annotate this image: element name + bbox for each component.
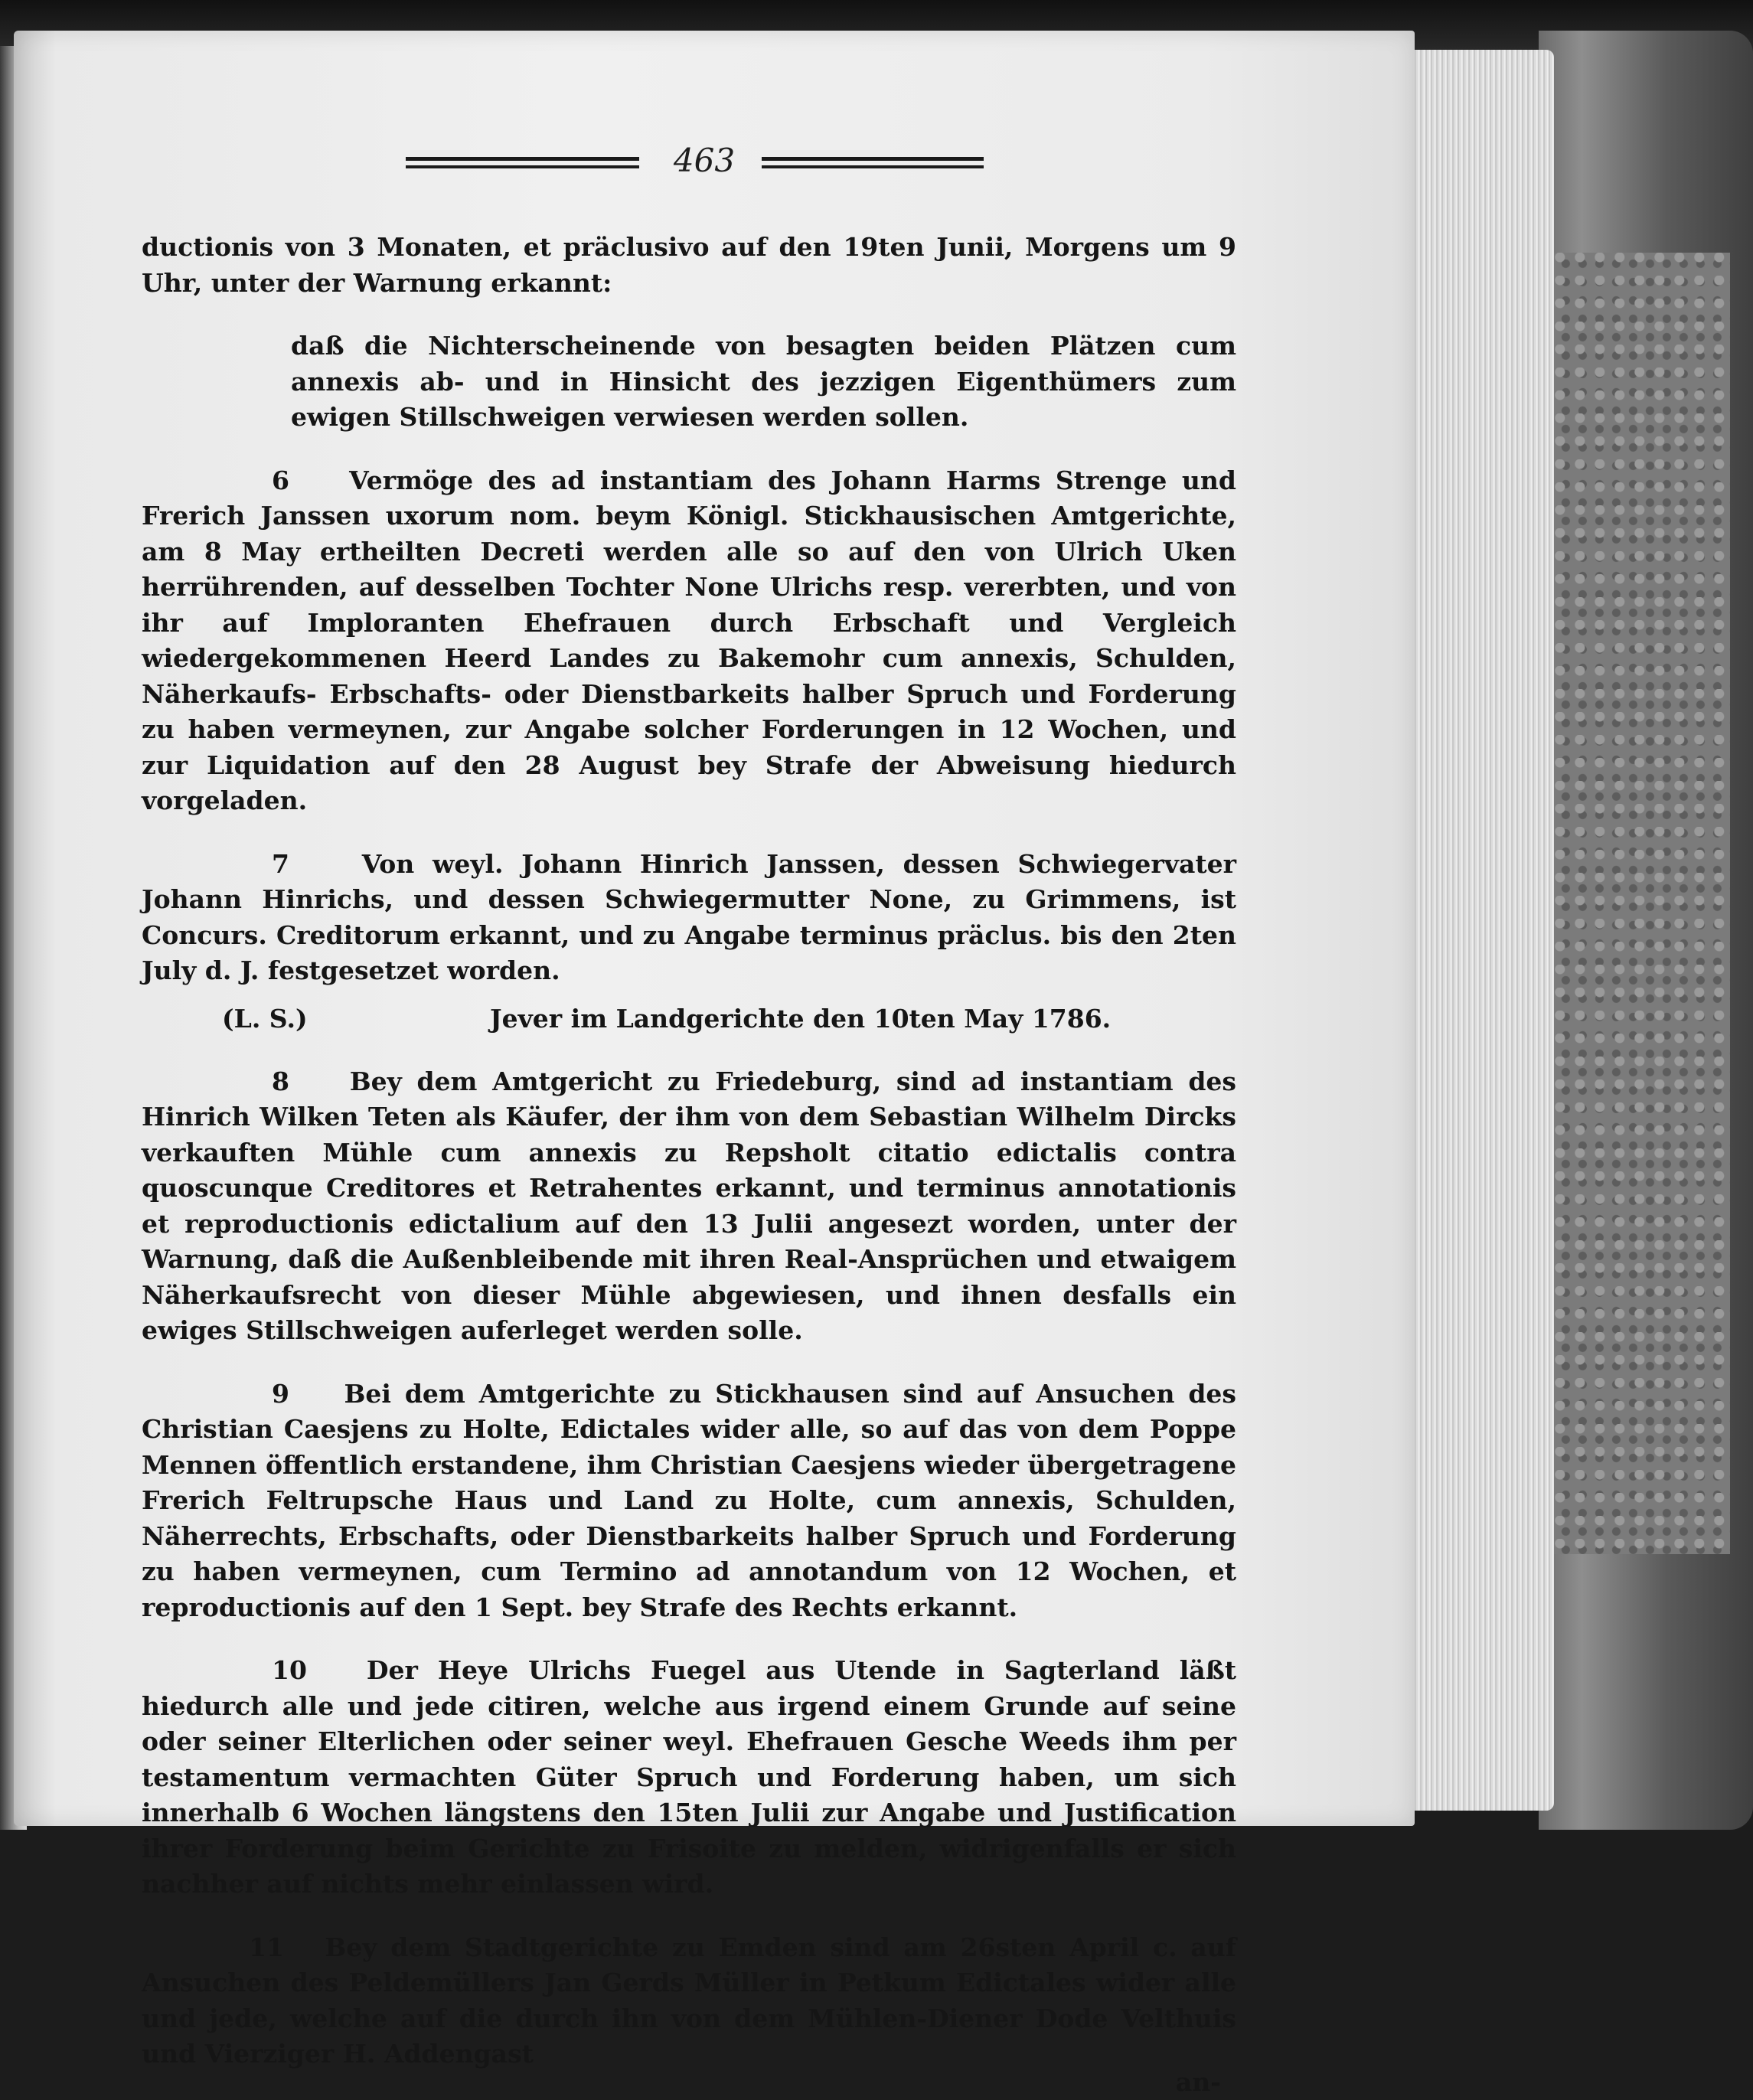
header-rule-right bbox=[762, 157, 984, 171]
entry-text: Bey dem Amtgericht zu Friedeburg, sind ad instantiam des Hinrich Wilken Teten als Käufer, der ihm von dem Sebastian Wilhelm Dircks verkauften Mühle cum annexis zu Repsholt citatio edictalis contra quoscunque Creditores et Retrahentes erkannt, und terminus annotationis et reproductionis edictalium auf den 13 Julii angesezt worden, unter der Warnung, daß die Außenbleibende mit ihren Real-Ansprüchen und etwaigem Näherkaufsrecht von dieser Mühle abgewiesen, und ihnen desfalls ein ewiges Stillschweigen auferleget werden solle. bbox=[142, 1066, 1236, 1346]
entry-8 bbox=[142, 1064, 1236, 1349]
entry-number: 10 bbox=[272, 1655, 307, 1685]
entry-text: Bey dem Stadtgerichte zu Emden sind am 26sten April c. auf Ansuchen des Peldemüllers Jan Gerds Müller in Petkum Edictales wider alle und jede, welche auf die durch ihn von dem Mühlen-Diener Dode Velthuis und Vierziger H. Addengast bbox=[142, 1932, 1236, 2069]
entry-10 bbox=[142, 1653, 1236, 1902]
intro-quote: daß die Nichterscheinende von besagten beiden Plätzen cum annexis ab- und in Hinsicht des jezzigen Eigenthümers zum ewigen Stillschweigen verwiesen werden sollen. bbox=[291, 328, 1236, 436]
page-edges bbox=[1401, 50, 1554, 1811]
entry-text: Der Heye Ulrichs Fuegel aus Utende in Sagterland läßt hiedurch alle und jede citiren, welche aus irgend einem Grunde auf seine oder seiner Elterlichen oder seiner weyl. Ehefrauen Gesche Weeds ihm per testamentum vermachten Güter Spruch und Forderung haben, um sich innerhalb 6 Wochen längstens den 15ten Julii zur Angabe und Justification ihrer Forderung beim Gerichte zu Frisoite zu melden, widrigenfalls er sich nachher auf nichts mehr einlassen wird. bbox=[142, 1655, 1236, 1899]
entry-7 bbox=[142, 847, 1236, 989]
seal-mark: (L. S.) bbox=[222, 1001, 308, 1037]
signature-line bbox=[142, 1001, 1236, 1037]
entry-number: 6 bbox=[272, 465, 289, 495]
entry-6 bbox=[142, 463, 1236, 819]
entry-number: 11 bbox=[249, 1932, 284, 1962]
entry-text: Von weyl. Johann Hinrich Janssen, dessen Schwiegervater Johann Hinrichs, und dessen Schwiegermutter None, zu Grimmens, ist Concurs. Creditorum erkannt, und zu Angabe terminus präclus. bis den 2ten July d. J. festgesetzet worden. bbox=[142, 849, 1236, 986]
entry-number: 8 bbox=[272, 1066, 289, 1096]
entry-number: 7 bbox=[272, 849, 289, 879]
page-header bbox=[406, 142, 987, 203]
entry-number: 9 bbox=[272, 1379, 289, 1409]
entry-text: Vermöge des ad instantiam des Johann Harms Strenge und Frerich Janssen uxorum nom. beym Königl. Stickhausischen Amtgerichte, am 8 May ertheilten Decreti werden alle so auf den von Ulrich Uken herrührenden, auf desselben Tochter None Ulrichs resp. vererbten, und von ihr auf Imploranten Ehefrauen durch Erbschaft und Vergleich wiedergekommenen Heerd Landes zu Bakemohr cum annexis, Schulden, Näherkaufs- Erbschafts- oder Dienstbarkeits halber Spruch und Forderung zu haben vermeynen, zur Angabe solcher Forderungen in 12 Wochen, und zur Liquidation auf den 28 August bey Strafe der Abweisung hiedurch vorgeladen. bbox=[142, 465, 1236, 816]
page-number: 463 bbox=[658, 142, 750, 179]
entry-11 bbox=[142, 1930, 1236, 2072]
page-body bbox=[142, 230, 1236, 2100]
cover-marbling bbox=[1554, 253, 1730, 1554]
catchword: an- bbox=[142, 2065, 1236, 2100]
intro-line: ductionis von 3 Monaten, et präclusivo auf den 19ten Junii, Morgens um 9 Uhr, unter der Warnung erkannt: bbox=[142, 230, 1236, 301]
entry-text: Bei dem Amtgerichte zu Stickhausen sind auf Ansuchen des Christian Caesjens zu Holte, Edictales wider alle, so auf das von dem Poppe Mennen öffentlich erstandene, ihm Christian Caesjens wieder übergetragene Frerich Feltrupsche Haus und Land zu Holte, cum annexis, Schulden, Näherrechts, Erbschafts, oder Dienstbarkeits halber Spruch und Forderung zu haben vermeynen, cum Termino ad annotandum von 12 Wochen, et reproductionis auf den 1 Sept. bey Strafe des Rechts erkannt. bbox=[142, 1379, 1236, 1622]
header-rule-left bbox=[406, 157, 639, 171]
place-date: Jever im Landgerichte den 10ten May 1786. bbox=[490, 1001, 1111, 1037]
entry-9 bbox=[142, 1377, 1236, 1626]
